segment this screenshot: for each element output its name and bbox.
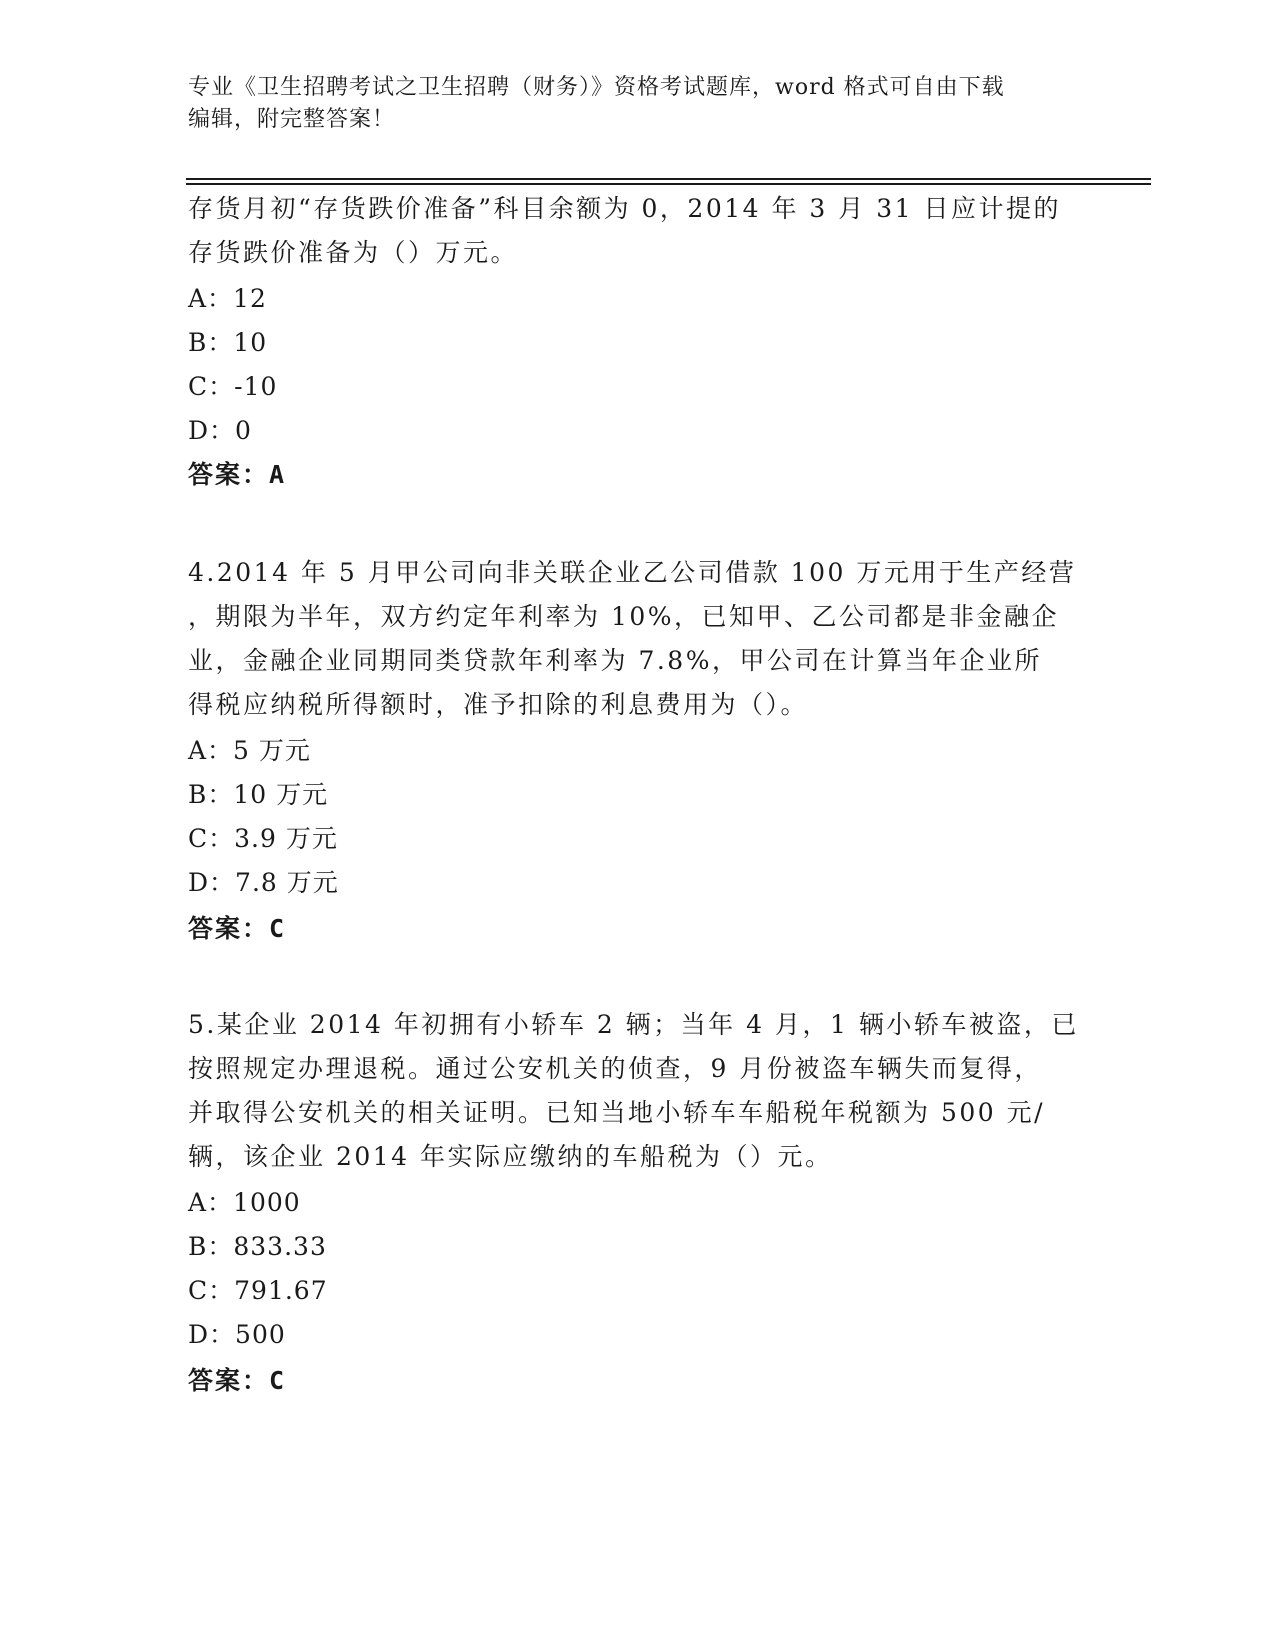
question-5-option-b: B：833.33 — [188, 1232, 327, 1261]
header-line-2: 编辑，附完整答案！ — [188, 107, 396, 132]
question-5-option-d: D：500 — [188, 1320, 286, 1349]
question-3-option-a: A：12 — [188, 284, 267, 313]
answer-label: 答案： — [188, 1366, 270, 1395]
answer-label: 答案： — [188, 460, 270, 489]
answer-value: A — [269, 460, 285, 489]
question-5-text-line: 5.某企业 2014 年初拥有小轿车 2 辆；当年 4 月，1 辆小轿车被盗，已 — [188, 1010, 1079, 1039]
question-4-option-a: A：5 万元 — [188, 736, 311, 765]
question-3-answer — [188, 458, 284, 492]
answer-label: 答案： — [188, 914, 270, 943]
question-5-option-c: C：791.67 — [188, 1276, 328, 1305]
question-3-option-c: C：-10 — [188, 372, 278, 401]
document-header — [188, 72, 1068, 136]
question-4-text-line: 业，金融企业同期同类贷款年利率为 7.8%，甲公司在计算当年企业所 — [188, 646, 1042, 675]
question-4-text-line: 得税应纳税所得额时，准予扣除的利息费用为（）。 — [188, 690, 809, 719]
question-4-option-c: C：3.9 万元 — [188, 824, 338, 853]
question-5-answer — [188, 1364, 284, 1398]
header-line-1: 专业《卫生招聘考试之卫生招聘（财务）》资格考试题库，word 格式可自由下载 — [188, 75, 1005, 100]
question-4-answer — [188, 912, 284, 946]
answer-value: C — [269, 914, 285, 943]
header-divider-top — [186, 178, 1151, 180]
question-5-text-line: 辆，该企业 2014 年实际应缴纳的车船税为（）元。 — [188, 1142, 833, 1171]
question-5-option-a: A：1000 — [188, 1188, 301, 1217]
question-3-option-b: B：10 — [188, 328, 268, 357]
question-4-text-line: ，期限为半年，双方约定年利率为 10%，已知甲、乙公司都是非金融企 — [188, 602, 1060, 631]
header-divider-bottom — [186, 183, 1151, 185]
question-3-option-d: D：0 — [188, 416, 252, 445]
question-4-option-b: B：10 万元 — [188, 780, 329, 809]
answer-value: C — [269, 1366, 285, 1395]
question-4-text-line: 4.2014 年 5 月甲公司向非关联企业乙公司借款 100 万元用于生产经营 — [188, 558, 1077, 587]
question-4-option-d: D：7.8 万元 — [188, 868, 339, 897]
question-3-text-line: 存货月初“存货跌价准备”科目余额为 0，2014 年 3 月 31 日应计提的 — [188, 194, 1061, 223]
question-5-text-line: 按照规定办理退税。通过公安机关的侦查，9 月份被盗车辆失而复得， — [188, 1054, 1042, 1083]
question-5-text-line: 并取得公安机关的相关证明。已知当地小轿车车船税年税额为 500 元/ — [188, 1098, 1046, 1127]
question-3-text-line: 存货跌价准备为（）万元。 — [188, 238, 519, 267]
